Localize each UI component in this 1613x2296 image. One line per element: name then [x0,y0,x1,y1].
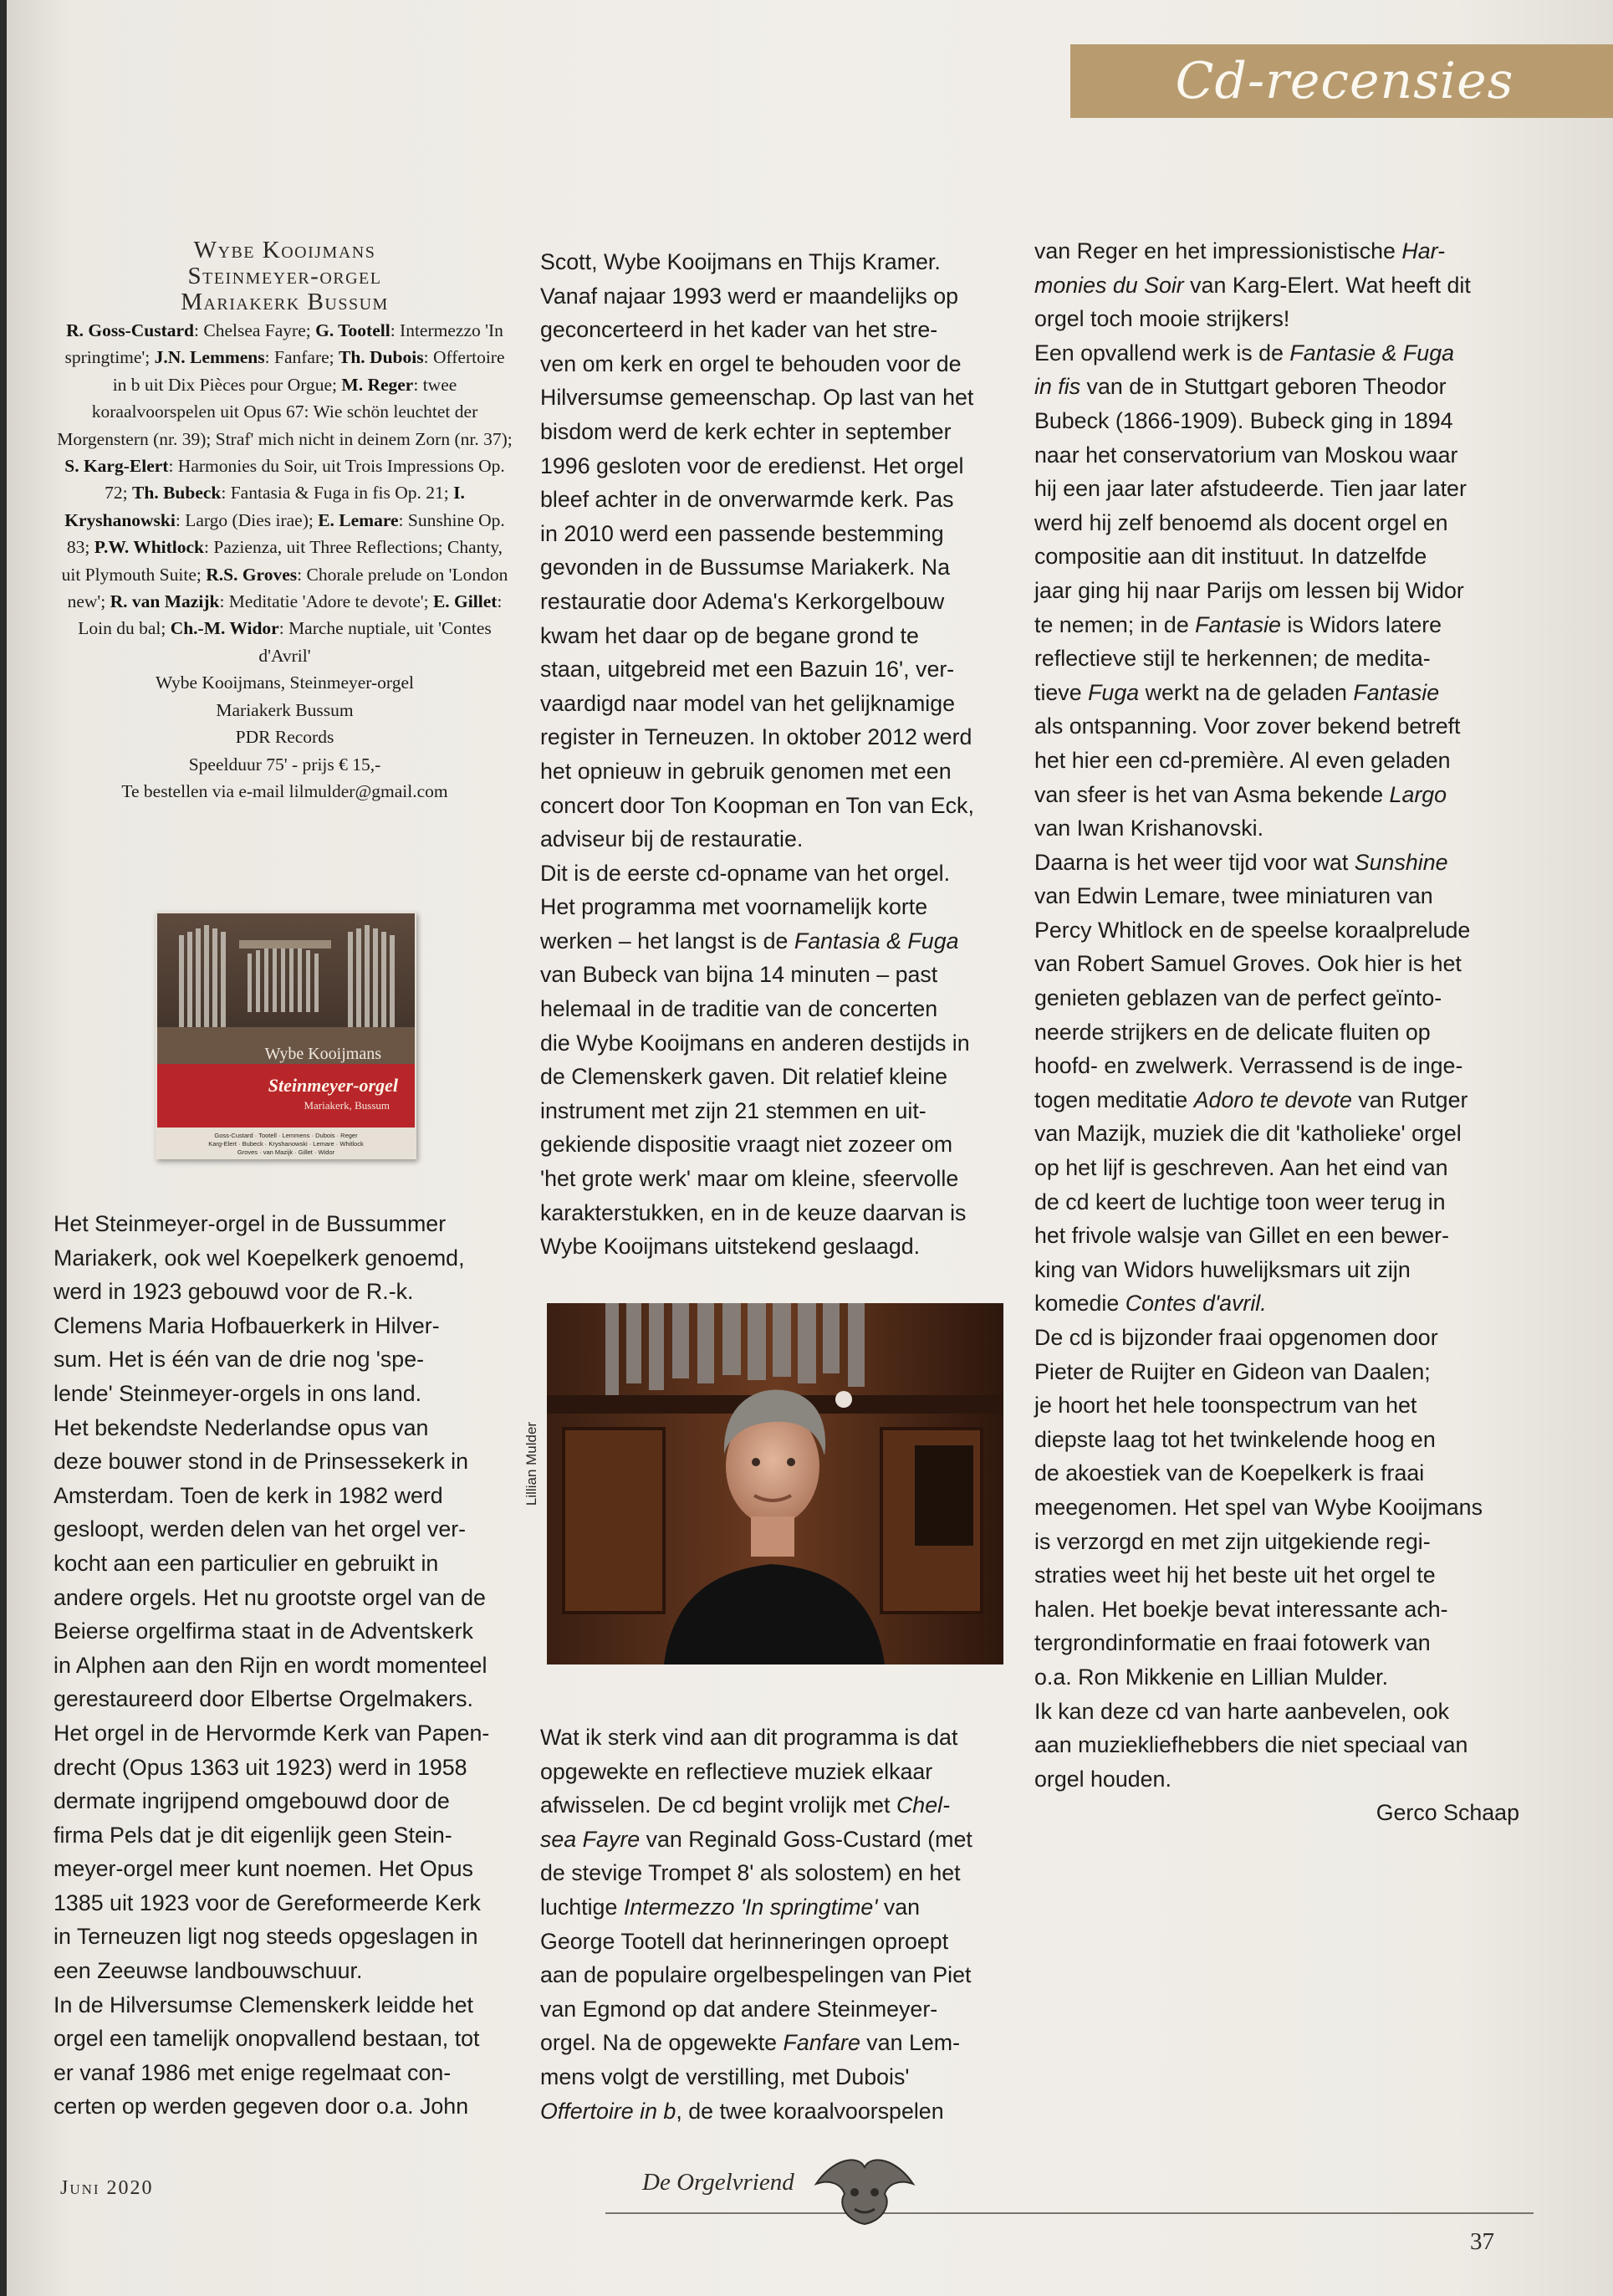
text-line: instrument met zijn 21 stemmen en uit- [540,1097,926,1123]
program-work: : Fanfare; [264,347,339,368]
text-line: afwisselen. De cd begint vrolijk met Chel- [540,1792,950,1818]
text-line: werd hij zelf benoemd als docent orgel en [1034,509,1448,535]
program-work: : Largo (Dies irae); [175,509,319,530]
program-work: : Chelsea Fayre; [194,320,316,340]
column-3-lines [1034,234,1536,1796]
program-composer: E. Lemare [318,509,399,530]
program-composer: R. Goss-Custard [66,320,194,340]
text-line: de cd keert de luchtige toon weer terug in [1034,1189,1446,1214]
text-line: king van Widors huwelijksmars uit zijn [1034,1256,1411,1282]
text-line: van Bubeck van bijna 14 minuten – past [540,962,938,988]
cover-composers-1: Goss-Custard · Tootell · Lemmens · Dubois · Reger [214,1132,358,1139]
text-line: van sfeer is het van Asma bekende Largo [1034,781,1447,807]
text-line: monies du Soir van Karg-Elert. Wat heeft dit [1034,272,1471,298]
text-line: geconcerteerd in het kader van het stre- [540,317,938,343]
organist-photo [547,1303,1003,1664]
text-line: Pieter de Ruijter en Gideon van Daalen; [1034,1358,1431,1384]
text-line: Scott, Wybe Kooijmans en Thijs Kramer. [540,249,941,274]
text-line: hoofd- en zwelwerk. Verrassend is de inge- [1034,1053,1463,1079]
cd-detail-line: PDR Records [235,727,334,748]
program-composer: R. van Mazijk [110,591,220,612]
text-line: orgel toch mooie strijkers! [1034,306,1290,332]
text-line: aan de populaire orgelbespelingen van Piet [540,1962,972,1988]
text-line: tieve Fuga werkt na de geladen Fantasie [1034,679,1440,705]
cd-info-box [57,238,513,805]
text-line: Offertoire in b, de twee koraalvoorspelen [540,2098,944,2124]
footer-rule [605,2212,1534,2214]
text-line: van Reger en het impressionistische Har- [1034,238,1446,263]
text-line: orgel. Na de opgewekte Fanfare van Lem- [540,2030,961,2056]
text-line: in 2010 werd een passende bestemming [540,520,944,546]
text-line: Een opvallend werk is de Fantasie & Fuga [1034,340,1454,366]
text-line: Daarna is het weer tijd voor wat Sunshine [1034,849,1448,875]
text-line: 1996 gesloten voor de eredienst. Het orgel [540,453,964,478]
text-line: hij een jaar later afstudeerde. Tien jaar later [1034,476,1467,502]
text-line: o.a. Ron Mikkenie en Lillian Mulder. [1034,1664,1389,1690]
program-work: : Chorale prelude on 'London new'; [67,564,508,612]
program-work: : twee koraalvoorspelen uit Opus 67: Wie schön leuchtet der Morgenstern (nr. 39); Straf' mich nicht in deinem Zorn (nr. 37); [57,374,513,449]
cd-detail-line: Wybe Kooijmans, Steinmeyer-orgel [156,672,414,693]
program-composer: R.S. Groves [206,564,298,585]
text-line: vaardigd naar model van het gelijknamige [540,690,956,716]
cover-composers-3: Groves · van Mazijk · Gillet · Widor [237,1148,335,1156]
magazine-page [7,0,1613,2296]
cover-subtitle: Mariakerk, Bussum [304,1099,390,1112]
program-work: : Offertoire in b uit Dix Pièces pour Orgue; [112,347,505,395]
article-column-2-bottom [540,1721,1008,2128]
text-line: meegenomen. Het spel van Wybe Kooijmans [1034,1494,1483,1520]
text-line: je hoort het hele toonspectrum van het [1034,1393,1417,1419]
text-line: Het bekendste Nederlandse opus van [54,1414,429,1440]
cd-detail-line: Te bestellen via e-mail lilmulder@gmail.com [121,780,448,801]
info-heading-organ: Steinmeyer-orgel [187,263,382,289]
text-line: helemaal in de traditie van de concerten [540,996,938,1022]
text-line: orgel een tamelijk onopvallend bestaan, tot [54,2026,480,2052]
program-composer: Th. Bubeck [132,483,222,504]
text-line: dermate ingrijpend omgebouwd door de [54,1788,450,1814]
text-line: die Wybe Kooijmans en anderen destijds in [540,1030,970,1056]
cd-details [57,669,513,805]
text-line: kocht aan een particulier en gebruikt in [54,1550,439,1576]
photo-credit: Lillian Mulder [523,1421,539,1506]
program-work: : Meditatie 'Adore te devote'; [219,591,433,612]
text-line: bleef achter in de onverwarmde kerk. Pas [540,487,954,513]
text-line: sea Fayre van Reginald Goss-Custard (met [540,1826,972,1852]
program-work: : Harmonies du Soir, uit Trois Impressions Op. 72; [105,456,505,504]
text-line: de akoestiek van de Koepelkerk is fraai [1034,1460,1425,1486]
text-line: gerestaureerd door Elbertse Orgelmakers. [54,1686,473,1712]
text-line: kwam het daar op de begane grond te [540,622,919,648]
section-title: Cd-recensies [1175,52,1514,110]
cd-cover-art [156,912,416,1159]
page-number: 37 [1470,2228,1494,2255]
text-line: register in Terneuzen. In oktober 2012 werd [540,724,972,750]
text-line: compositie aan dit instituut. In datzelfde [1034,544,1427,570]
organist-photo-art [547,1303,1003,1664]
text-line: in Terneuzen ligt nog steeds opgeslagen in [54,1924,478,1950]
text-line: van Edwin Lemare, twee miniaturen van [1034,883,1433,909]
text-line: genieten geblazen van de perfect geïnto- [1034,985,1442,1011]
text-line: In de Hilversumse Clemenskerk leidde het [54,1992,473,2017]
text-line: Clemens Maria Hofbauerkerk in Hilver- [54,1312,440,1338]
text-line: Het orgel in de Hervormde Kerk van Papen- [54,1720,490,1746]
text-line: certen op werden gegeven door o.a. John [54,2094,469,2120]
text-line: Ik kan deze cd van harte aanbevelen, ook [1034,1698,1450,1724]
cover-title: Steinmeyer-orgel [268,1075,398,1096]
text-line: lende' Steinmeyer-orgels in ons land. [54,1380,422,1406]
text-line: bisdom werd de kerk echter in september [540,418,952,444]
article-column-2-top [540,245,1008,1264]
text-line: het frivole walsje van Gillet en een bewer- [1034,1223,1449,1249]
info-heading-artist: Wybe Kooijmans [193,237,376,263]
text-line: straties weet hij het beste uit het orgel te [1034,1562,1436,1588]
text-line: luchtige Intermezzo 'In springtime' van [540,1894,921,1920]
program-composer: S. Karg-Elert [64,456,169,477]
text-line: De cd is bijzonder fraai opgenomen door [1034,1325,1438,1350]
text-line: reflectieve stijl te herkennen; de medita- [1034,646,1431,672]
text-line: staan, uitgebreid met een Bazuin 16', ver- [540,657,955,683]
text-line: opgewekte en reflectieve muziek elkaar [540,1758,933,1784]
text-line: het opnieuw in gebruik genomen met een [540,758,952,784]
text-line: 'het grote werk' maar om kleine, sfeervolle [540,1166,959,1192]
gargoyle-ornament-icon [808,2150,921,2227]
issue-date: Juni 2020 [60,2177,154,2199]
text-line: Percy Whitlock en de speelse koraalprelude [1034,917,1471,943]
text-line: komedie Contes d'avril. [1034,1291,1267,1317]
text-line: andere orgels. Het nu grootste orgel van de [54,1584,486,1610]
program-list [57,317,513,669]
text-line: van Iwan Krishanovski. [1034,816,1264,841]
text-line: deze bouwer stond in de Prinsessekerk in [54,1449,469,1475]
text-line: in Alphen aan den Rijn en wordt momenteel [54,1652,487,1678]
text-line: mens volgt de verstilling, met Dubois' [540,2063,910,2089]
article-column-3 [1034,234,1536,1830]
text-line: jaar ging hij naar Parijs om lessen bij Widor [1034,577,1464,603]
cd-cover-image [156,912,416,1159]
text-line: Mariakerk, ook wel Koepelkerk genoemd, [54,1245,465,1271]
program-composer: E. Gillet [432,591,498,612]
text-line: werd in 1923 gebouwd voor de R.-k. [54,1279,414,1305]
text-line: Dit is de eerste cd-opname van het orgel. [540,860,951,886]
text-line: op het lijf is geschreven. Aan het eind van [1034,1155,1448,1181]
text-line: Het Steinmeyer-orgel in de Bussummer [54,1211,447,1236]
text-line: van Mazijk, muziek die dit 'katholieke' orgel [1034,1121,1462,1147]
text-line: is verzorgd en met zijn uitgekiende regi- [1034,1528,1431,1554]
text-line: naar het conservatorium van Moskou waar [1034,442,1458,468]
text-line: George Tootell dat herinneringen oproept [540,1928,949,1954]
text-line: Vanaf najaar 1993 werd er maandelijks op [540,283,959,309]
text-line: als ontspanning. Voor zover bekend betreft [1034,713,1461,739]
text-line: Wat ik sterk vind aan dit programma is dat [540,1725,958,1750]
text-line: Hilversumse gemeenschap. Op last van het [540,385,974,411]
text-line: neerde strijkers en de delicate fluiten op [1034,1019,1431,1045]
text-line: Amsterdam. Toen de kerk in 1982 werd [54,1482,443,1508]
program-composer: I. Kryshanowski [64,483,465,530]
text-line: togen meditatie Adoro te devote van Rutger [1034,1087,1468,1112]
text-line: sum. Het is één van de drie nog 'spe- [54,1347,425,1373]
text-line: het hier een cd-première. Al even geladen [1034,747,1451,773]
program-work: : Marche nuptiale, uit 'Contes d'Avril' [258,618,492,666]
text-line: gekiende dispositie vraagt niet zozeer om [540,1132,953,1158]
text-line: firma Pels dat je dit eigenlijk geen Stein- [54,1822,452,1848]
magazine-name: De Orgelvriend [642,2169,794,2196]
text-line: werken – het langst is de Fantasia & Fuga [540,928,959,954]
program-composer: Th. Dubois [339,347,424,368]
program-work: : Fantasia & Fuga in fis Op. 21; [221,483,454,504]
text-line: restauratie door Adema's Kerkorgelbouw [540,588,945,614]
text-line: de Clemenskerk gaven. Dit relatief kleine [540,1064,948,1090]
cover-artist: Wybe Kooijmans [264,1045,381,1063]
text-line: tergrondinformatie en fraai fotowerk van [1034,1630,1431,1656]
cd-detail-line: Speelduur 75' - prijs € 15,- [188,754,381,775]
text-line: meyer-orgel meer kunt noemen. Het Opus [54,1856,473,1882]
program-composer: J.N. Lemmens [154,347,265,368]
text-line: halen. Het boekje bevat interessante ach- [1034,1596,1448,1622]
text-line: aan muziekliefhebbers die niet speciaal van [1034,1732,1468,1758]
article-column-1 [54,1207,522,2124]
author-name: Gerco Schaap [1376,1800,1519,1826]
program-composer: G. Tootell [315,320,390,340]
text-line: orgel houden. [1034,1766,1171,1792]
text-line: gevonden in de Bussumse Mariakerk. Na [540,555,951,580]
text-line: diepste laag tot het twinkelende hoog en [1034,1426,1436,1452]
text-line: de stevige Trompet 8' als solostem) en het [540,1860,961,1886]
text-line: concert door Ton Koopman en Ton van Eck, [540,792,974,818]
text-line: Het programma met voornamelijk korte [540,894,928,920]
text-line: ven om kerk en orgel te behouden voor de [540,350,962,376]
program-work: : Loin du bal; [78,591,503,639]
text-line: adviseur bij de restauratie. [540,826,804,852]
program-composer: M. Reger [341,374,414,395]
cd-detail-line: Mariakerk Bussum [216,699,354,720]
text-line: Wybe Kooijmans uitstekend geslaagd. [540,1234,921,1260]
program-work: : Pazienza, uit Three Reflections; Chanty, uit Plymouth Suite; [61,537,503,585]
text-line: gesloopt, werden delen van het orgel ver- [54,1516,467,1542]
text-line: van Egmond op dat andere Steinmeyer- [540,1996,938,2022]
program-work: : Sunshine Op. 83; [66,509,505,558]
text-line: karakterstukken, en in de keuze daarvan is [540,1199,967,1225]
text-line: er vanaf 1986 met enige regelmaat con- [54,2059,452,2085]
text-line: Bubeck (1866-1909). Bubeck ging in 1894 [1034,407,1453,433]
text-line: drecht (Opus 1363 uit 1923) werd in 1958 [54,1754,467,1780]
info-heading-church: Mariakerk Bussum [181,289,389,315]
text-line: van Robert Samuel Groves. Ook hier is het [1034,951,1462,977]
text-line: een Zeeuwse landbouwschuur. [54,1958,363,1984]
text-line: Beierse orgelfirma staat in de Adventskerk [54,1618,473,1644]
program-composer: P.W. Whitlock [94,537,205,558]
text-line: 1385 uit 1923 voor de Gereformeerde Kerk [54,1889,481,1915]
program-composer: Ch.-M. Widor [170,618,279,639]
text-line: in fis van de in Stuttgart geboren Theodor [1034,374,1447,400]
program-work: : Intermezzo 'In springtime'; [64,320,503,368]
text-line: te nemen; in de Fantasie is Widors latere [1034,611,1442,637]
cover-composers-2: Karg-Elert · Bubeck · Kryshanowski · Lemare · Whitlock [208,1140,364,1148]
